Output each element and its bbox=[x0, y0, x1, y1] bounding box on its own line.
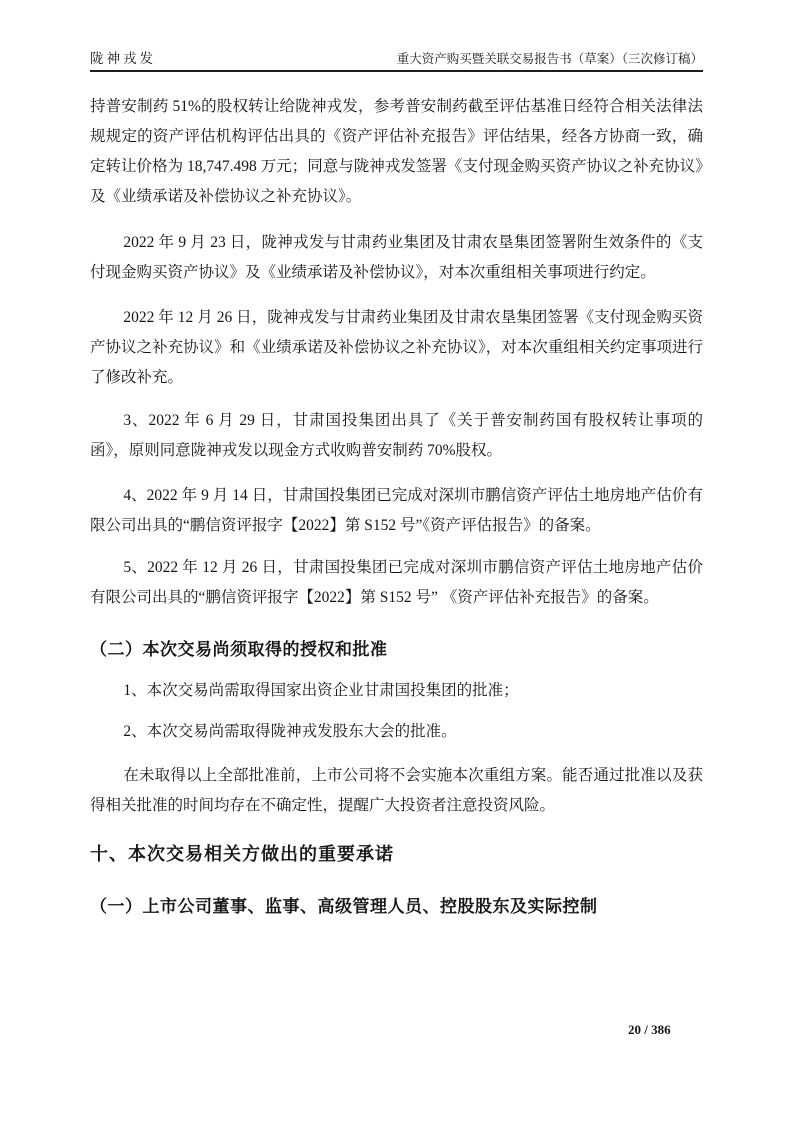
body-paragraph: 1、本次交易尚需取得国家出资企业甘肃国投集团的批准； bbox=[123, 682, 519, 699]
section-heading-level2: （一）上市公司董事、监事、高级管理人员、控股股东及实际控制 bbox=[90, 897, 598, 916]
body-paragraph: 5、2022 年 12 月 26 日，甘肃国投集团已完成对深圳市鹏信资产评估土地房地产估价有限公司出具的“鹏信资评报字【2022】第 S152 号” 《资产评估补充报告》的备案。 bbox=[90, 559, 703, 606]
section-heading-level2: （二）本次交易尚须取得的授权和批准 bbox=[90, 640, 388, 659]
page-header bbox=[90, 0, 703, 72]
document-body bbox=[90, 72, 703, 920]
body-paragraph: 4、2022 年 9 月 14 日，甘肃国投集团已完成对深圳市鹏信资产评估土地房地产估价有限公司出具的“鹏信资评报字【2022】第 S152 号”《资产评估报告》的备案。 bbox=[90, 487, 703, 534]
body-paragraph: 2022 年 12 月 26 日，陇神戎发与甘肃药业集团及甘肃农垦集团签署《支付现金购买资产协议之补充协议》和《业绩承诺及补偿协议之补充协议》，对本次重组相关约定事项进行了修改补充。 bbox=[90, 309, 703, 386]
body-paragraph: 3、2022 年 6 月 29 日，甘肃国投集团出具了《关于普安制药国有股权转让事项的函》，原则同意陇神戎发以现金方式收购普安制药 70%股权。 bbox=[90, 412, 703, 459]
header-company-name: 陇神戎发 bbox=[90, 51, 156, 66]
page-number: 20 / 386 bbox=[628, 1022, 671, 1037]
header-report-title: 重大资产购买暨关联交易报告书（草案）（三次修订稿） bbox=[396, 52, 703, 66]
body-paragraph: 2022 年 9 月 23 日，陇神戎发与甘肃药业集团及甘肃农垦集团签署附生效条件的《支付现金购买资产协议》及《业绩承诺及补偿协议》，对本次重组相关事项进行约定。 bbox=[90, 234, 703, 281]
body-paragraph: 2、本次交易尚需取得陇神戎发股东大会的批准。 bbox=[123, 723, 457, 740]
section-heading-level1: 十、本次交易相关方做出的重要承诺 bbox=[90, 844, 394, 864]
body-paragraph: 在未取得以上全部批准前，上市公司将不会实施本次重组方案。能否通过批准以及获得相关批准的时间均存在不确定性，提醒广大投资者注意投资风险。 bbox=[90, 767, 703, 814]
body-paragraph: 持普安制药 51%的股权转让给陇神戎发，参考普安制药截至评估基准日经符合相关法律法规规定的资产评估机构评估出具的《资产评估补充报告》评估结果，经各方协商一致，确定转让价格为 18,747.498 万元；同意与陇神戎发签署《支付现金购买资产协议之补充协议》及《业绩承诺及补偿协议之补充协议》。 bbox=[90, 98, 703, 205]
